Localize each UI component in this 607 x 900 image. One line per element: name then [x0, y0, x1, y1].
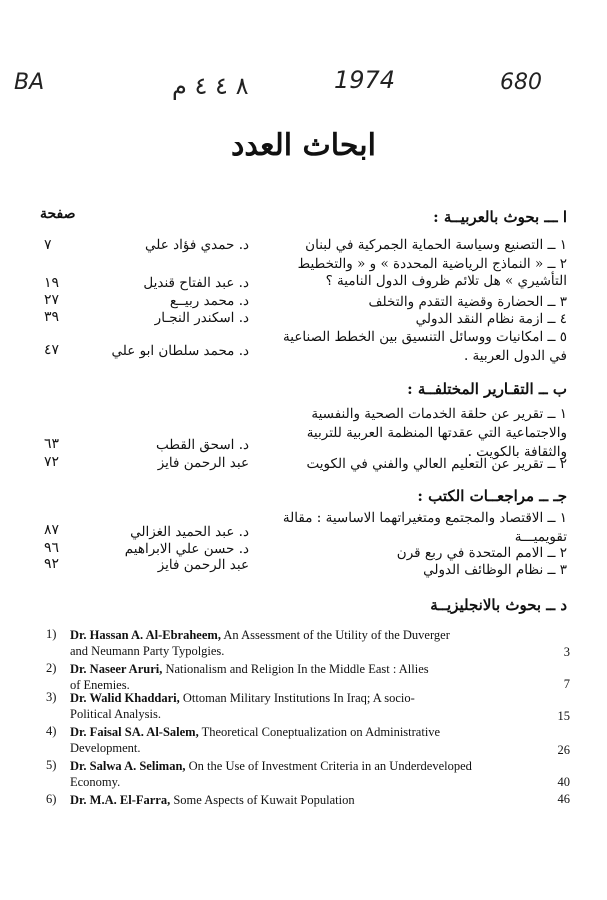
section-a-item-1-author: د. حمدي فؤاد علي	[145, 237, 249, 253]
section-a-item-5-author: د. محمد سلطان ابو علي	[111, 343, 249, 359]
english-item-2-line1	[70, 661, 429, 677]
english-item-6-line1	[70, 792, 355, 808]
english-item-4-number: 4)	[46, 724, 57, 738]
english-item-2-author: Dr. Naseer Aruri,	[70, 662, 163, 676]
section-c-item-1-page: ٨٧	[44, 522, 60, 538]
english-item-6-number: 6)	[46, 792, 57, 806]
english-item-2-title-line2: of Enemies.	[70, 678, 130, 692]
english-item-5-page: 40	[557, 775, 570, 789]
english-item-1-page: 3	[563, 645, 570, 659]
section-d-heading: د ــ بحوث بالانجليزيــة	[430, 596, 567, 614]
english-item-1-title: An Assessment of the Utility of the Duverger	[223, 628, 450, 642]
section-a-item-2-title: ٢ ــ « النماذج الرياضية المحددة » و « والتخطيط التأشيري » هل تلائم ظروف الدول النامية ؟	[297, 256, 567, 289]
english-item-1-author: Dr. Hassan A. Al-Ebraheem,	[70, 628, 221, 642]
english-item-3-line1	[70, 690, 415, 706]
section-a-item-1-page: ٧	[44, 237, 52, 253]
english-item-2-page: 7	[563, 677, 570, 691]
section-b-item-2-author: عبد الرحمن فايز	[157, 455, 249, 471]
english-item-3-author: Dr. Walid Khaddari,	[70, 691, 180, 705]
section-c-item-3-author: عبد الرحمن فايز	[157, 557, 249, 573]
section-a-item-4-page: ٣٩	[44, 309, 60, 325]
header-right-code: 680	[500, 70, 542, 95]
header-left-code: BA	[14, 70, 45, 95]
english-item-1-title-line2: and Neumann Party Typolgies.	[70, 644, 225, 658]
section-b-item-2-page: ٧٢	[44, 454, 60, 470]
english-item-3-page: 15	[557, 709, 570, 723]
section-c-item-1-title: ١ ــ الاقتصاد والمجتمع ومتغيراتهما الاساسية : مقالة تقويميـــة	[282, 510, 567, 545]
english-item-5-line1	[70, 758, 472, 774]
english-item-1-number: 1)	[46, 627, 57, 641]
header-year: 1974	[334, 66, 396, 94]
section-a-item-4-title: ٤ ــ ازمة نظام النقد الدولي	[415, 311, 567, 327]
section-a-item-5-page: ٤٧	[44, 342, 60, 358]
section-a-item-1-title: ١ ــ التصنيع وسياسة الحماية الجمركية في لبنان	[305, 237, 567, 253]
section-c-item-1-author: د. عبد الحميد الغزالي	[130, 524, 249, 540]
section-a-item-2-page: ١٩	[44, 275, 60, 291]
english-item-5-author: Dr. Salwa A. Seliman,	[70, 759, 186, 773]
section-c-item-2-author: د. حسن علي الابراهيم	[124, 541, 249, 557]
english-item-5-number: 5)	[46, 758, 57, 772]
page-column-label: صفحة	[40, 206, 76, 222]
english-item-3-number: 3)	[46, 690, 57, 704]
section-b-item-2-title: ٢ ــ تقرير عن التعليم العالي والفني في الكويت	[306, 456, 567, 472]
section-a-item-2-author: د. عبد الفتاح قنديل	[143, 275, 249, 291]
section-a-item-3-author: د. محمد ربيــع	[169, 293, 249, 309]
section-c-item-2-title: ٢ ــ الامم المتحدة في ربع قرن	[396, 545, 567, 561]
english-item-4-title: Theoretical Coneptualization on Administrative	[201, 725, 441, 739]
section-b-item-1-page: ٦٣	[44, 436, 60, 452]
english-item-6-title: Some Aspects of Kuwait Population	[173, 793, 355, 807]
section-a-item-3-page: ٢٧	[44, 292, 60, 308]
section-b-item-1-author: د. اسحق القطب	[156, 437, 249, 453]
section-c-item-3-title: ٣ ــ نظام الوظائف الدولي	[423, 562, 567, 578]
english-item-5-title: On the Use of Investment Criteria in an Underdeveloped	[188, 759, 472, 773]
section-b-item-1-title: ١ ــ تقرير عن حلقة الخدمات الصحية والنفسية والاجتماعية التي عقدتها المنظمة العربية للتربية والثقافة بالكويت .	[306, 406, 567, 460]
english-item-4-line1	[70, 724, 440, 740]
english-item-5-title-line2: Economy.	[70, 775, 121, 789]
english-item-4-title-line2: Development.	[70, 741, 141, 755]
english-item-3-title: Ottoman Military Institutions In Iraq; A socio-	[182, 691, 415, 705]
english-item-4-page: 26	[557, 743, 570, 757]
english-item-2-number: 2)	[46, 661, 57, 675]
english-item-2-title: Nationalism and Religion In the Middle East : Allies	[165, 662, 429, 676]
section-c-item-2-page: ٩٦	[44, 540, 60, 556]
section-c-item-3-page: ٩٢	[44, 556, 60, 572]
section-a-item-3-title: ٣ ــ الحضارة وقضية التقدم والتخلف	[368, 294, 567, 310]
english-item-3-title-line2: Political Analysis.	[70, 707, 161, 721]
section-a-item-5-title: ٥ ــ امكانيات ووسائل التنسيق بين الخطط الصناعية في الدول العربية .	[283, 329, 567, 364]
section-a-item-4-author: د. اسكندر النجـار	[154, 310, 249, 326]
english-item-1-line1	[70, 627, 450, 643]
english-item-6-author: Dr. M.A. El-Farra,	[70, 793, 171, 807]
english-item-6-page: 46	[557, 792, 570, 806]
section-c-heading: جـ ــ مراجعــات الكتب :	[417, 487, 567, 505]
header-arabic-code: ٨ ٤ ٤ م	[172, 72, 249, 100]
english-item-4-author: Dr. Faisal SA. Al-Salem,	[70, 725, 199, 739]
section-b-heading: ب ــ التقـارير المختلفــة :	[407, 380, 567, 398]
page-title: ابحاث العدد	[231, 128, 376, 163]
section-a-heading: ا ـــ بحوث بالعربيــة :	[433, 208, 567, 226]
